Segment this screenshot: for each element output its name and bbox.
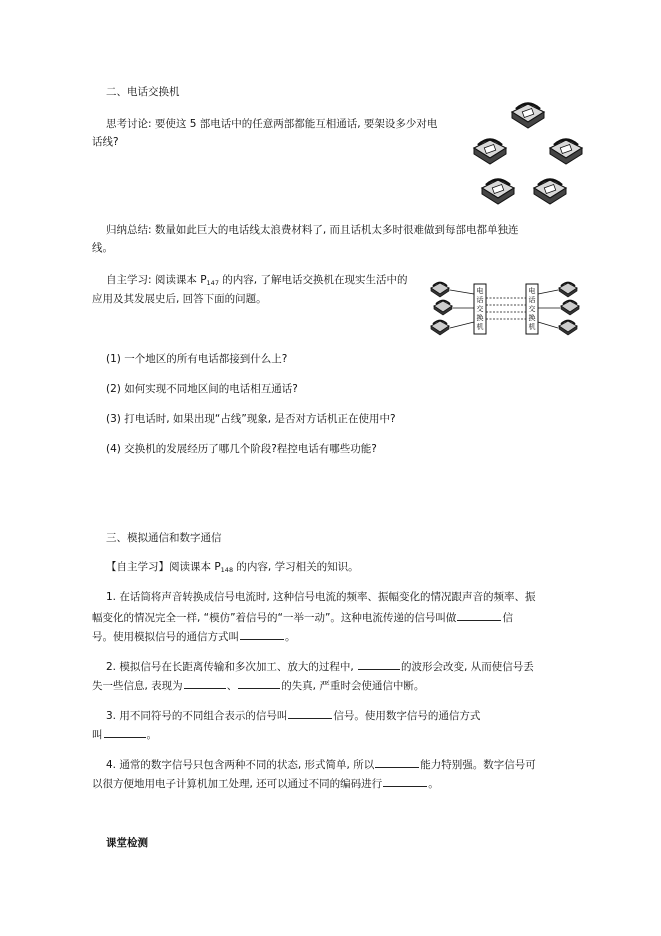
section-heading-analog-digital: 三、模拟通信和数字通信 bbox=[106, 532, 222, 544]
para2-line-1: 2. 模拟信号在长距离传输和多次加工、放大的过程中, 的波形会改变, 从而使信号丢 bbox=[106, 658, 534, 674]
five-telephones-illustration bbox=[470, 100, 590, 210]
discussion-line-1: 思考讨论: 要使这 5 部电话中的任意两部都能互相通话, 要架设多少对电 bbox=[106, 118, 438, 130]
telephone-icon bbox=[550, 140, 582, 165]
para3-line-2: 叫 。 bbox=[92, 726, 157, 742]
telephone-icon bbox=[534, 180, 566, 205]
telephone-exchange-diagram bbox=[430, 278, 580, 340]
self-study-line-1: 自主学习: 阅读课本 $P_{147}$ 的内容, 了解电话交换机在现实生活中的 bbox=[106, 274, 408, 287]
self-study-intro: 【自主学习】阅读课本 $P_{148}$ 的内容, 学习相关的知识。 bbox=[106, 561, 359, 574]
telephone-icon bbox=[512, 104, 544, 129]
switch-label-left: 电话交换机 bbox=[476, 287, 484, 331]
summary-line-2: 线。 bbox=[92, 242, 113, 254]
para1-line-3: 号。使用模拟信号的通信方式叫 。 bbox=[92, 628, 296, 644]
discussion-line-2: 话线? bbox=[92, 136, 119, 148]
self-study-line-2: 应用及其发展史后, 回答下面的问题。 bbox=[92, 293, 267, 305]
answer-blank bbox=[240, 628, 284, 640]
para3-line-1: 3. 用不同符号的不同组合表示的信号叫 信号。使用数字信号的通信方式 bbox=[106, 707, 480, 723]
answer-blank bbox=[184, 677, 226, 689]
para2-line-2: 失一些信息, 表现为 、 的失真, 严重时会使通信中断。 bbox=[92, 677, 424, 693]
summary-line-1: 归纳总结: 数量如此巨大的电话线太浪费材料了, 而且话机太多时很难做到每部电都单独连 bbox=[106, 224, 519, 236]
question-3: (3) 打电话时, 如果出现“占线”现象, 是否对方话机正在使用中? bbox=[106, 413, 396, 425]
classroom-check-heading: 课堂检测 bbox=[106, 837, 148, 849]
switch-label-right: 电话交换机 bbox=[528, 287, 536, 331]
telephone-icon bbox=[474, 140, 506, 165]
para4-line-2: 以很方便地用电子计算机加工处理, 还可以通过不同的编码进行 。 bbox=[92, 775, 439, 791]
answer-blank bbox=[383, 775, 427, 787]
answer-blank bbox=[104, 726, 146, 738]
question-4: (4) 交换机的发展经历了哪几个阶段?程控电话有哪些功能? bbox=[106, 443, 377, 455]
para1-line-1: 1. 在话筒将声音转换成信号电流时, 这种信号电流的频率、振幅变化的情况跟声音的频率、振 bbox=[106, 591, 536, 603]
question-2: (2) 如何实现不同地区间的电话相互通话? bbox=[106, 383, 298, 395]
answer-blank bbox=[457, 609, 501, 621]
question-1: (1) 一个地区的所有电话都接到什么上? bbox=[106, 353, 288, 365]
answer-blank bbox=[375, 756, 419, 768]
para1-line-2: 幅变化的情况完全一样, “模仿”着信号的“一举一动”。这种电流传递的信号叫做 信 bbox=[92, 609, 513, 625]
answer-blank bbox=[238, 677, 280, 689]
section-heading-switchboard: 二、电话交换机 bbox=[106, 86, 180, 98]
answer-blank bbox=[358, 658, 400, 670]
telephone-icon bbox=[482, 180, 514, 205]
para4-line-1: 4. 通常的数字信号只包含两种不同的状态, 形式简单, 所以 能力特别强。数字信号可 bbox=[106, 756, 536, 772]
answer-blank bbox=[288, 707, 332, 719]
